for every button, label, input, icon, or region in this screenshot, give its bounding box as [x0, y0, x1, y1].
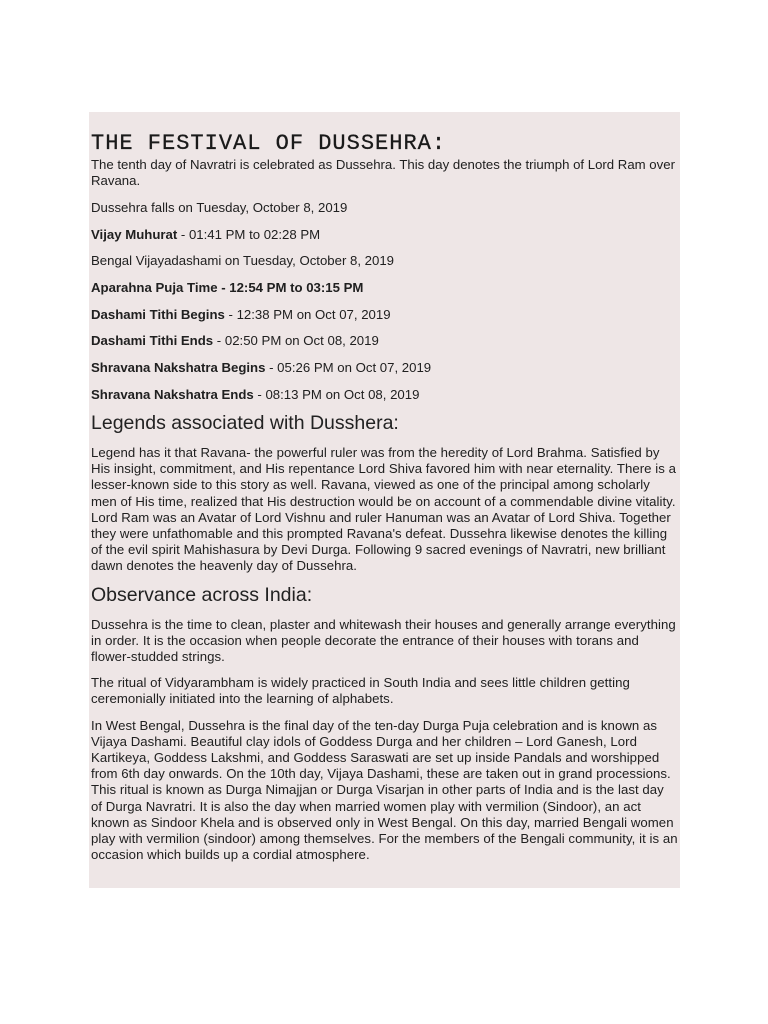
- dashami-ends-line: Dashami Tithi Ends - 02:50 PM on Oct 08, 2019: [91, 333, 379, 349]
- bengal-date-line: Bengal Vijayadashami on Tuesday, October 8, 2019: [91, 253, 395, 269]
- vijay-muhurat-line: Vijay Muhurat - 01:41 PM to 02:28 PM: [91, 226, 321, 242]
- observance-paragraph-1: Dussehra is the time to clean, plaster and whitewash their houses and generally arrange everything in order. It is the occasion when people decorate the entrance of their houses with torans and flower-studded strings.: [91, 616, 676, 665]
- legends-paragraph: Legend has it that Ravana- the powerful ruler was from the heredity of Lord Brahma. Satisfied by His insight, commitment, and His repentance Lord Shiva favored him with near eternality. There is a lesser-known side to this story as well. Ravana, viewed as one of the principal among scholarly men of His time, realized that His destruction would be on account of a commendable divine vitality. Lord Ram was an Avatar of Lord Vishnu and ruler Hanuman was an Avatar of Lord Shiva. Together they were unfathomable and this prompted Ravana's defeat. Dussehra likewise denotes the killing of the evil spirit Mahishasura by Devi Durga. Following 9 sacred evenings of Navratri, new brilliant dawn denotes the heavenly day of Dussehra.: [91, 445, 676, 574]
- shravana-ends-line: Shravana Nakshatra Ends - 08:13 PM on Oct 08, 2019: [91, 386, 420, 402]
- shravana-begins-line: Shravana Nakshatra Begins - 05:26 PM on Oct 07, 2019: [91, 360, 432, 376]
- document-page: [89, 112, 680, 888]
- legends-heading: Legends associated with Dusshera:: [91, 412, 399, 435]
- observance-paragraph-3: In West Bengal, Dussehra is the final day of the ten-day Durga Puja celebration and is known as Vijaya Dashami. Beautiful clay idols of Goddess Durga and her children – Lord Ganesh, Lord Kartikeya, Goddess Lakshmi, and Goddess Saraswati are set up inside Pandals and worshipped from 6th day onwards. On the 10th day, Vijaya Dashami, these are taken out in grand processions. This ritual is known as Durga Nimajjan or Durga Visarjan in other parts of India and is the last day of Durga Navratri. It is also the day when married women play with vermilion (Sindoor), an act known as Sindoor Khela and is observed only in West Bengal. On this day, married Bengali women play with vermilion (sindoor) among themselves. For the members of the Bengali community, it is an occasion which builds up a cordial atmosphere.: [91, 717, 678, 863]
- date-line: Dussehra falls on Tuesday, October 8, 2019: [91, 199, 348, 215]
- page-title: THE FESTIVAL OF DUSSEHRA:: [91, 131, 447, 156]
- observance-heading: Observance across India:: [91, 583, 313, 606]
- dashami-begins-line: Dashami Tithi Begins - 12:38 PM on Oct 07, 2019: [91, 306, 391, 322]
- observance-paragraph-2: The ritual of Vidyarambham is widely practiced in South India and sees little children getting ceremonially initiated into the learning of alphabets.: [91, 675, 630, 707]
- aparahna-puja-line: Aparahna Puja Time - 12:54 PM to 03:15 PM: [91, 280, 364, 296]
- intro-paragraph: The tenth day of Navratri is celebrated as Dussehra. This day denotes the triumph of Lord Ram over Ravana.: [91, 157, 675, 189]
